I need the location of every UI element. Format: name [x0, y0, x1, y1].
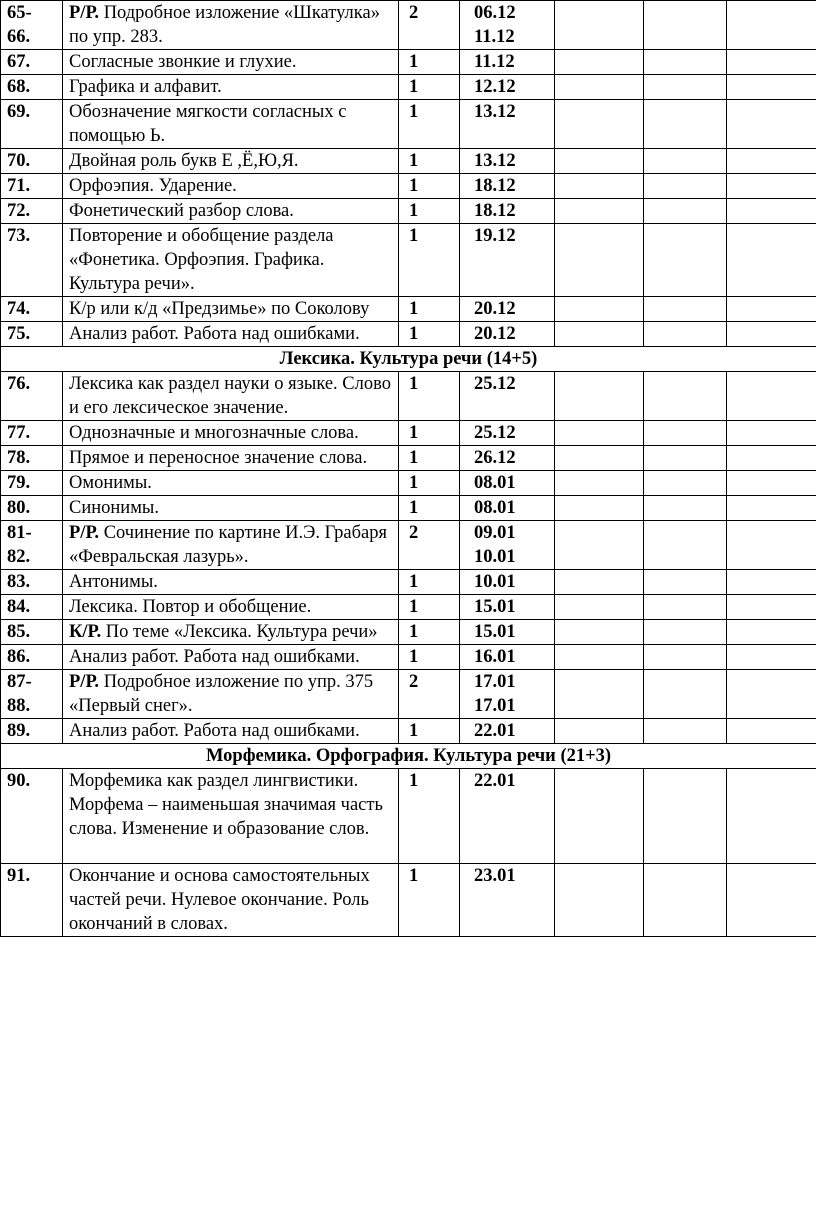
lesson-topic: Антонимы.: [69, 572, 158, 592]
empty-cell: [727, 496, 816, 521]
lesson-topic-cell: [63, 719, 399, 744]
empty-cell: [727, 100, 816, 149]
lesson-number: 66.: [7, 27, 31, 47]
lesson-hours: 1: [399, 620, 460, 645]
empty-cell: [727, 769, 816, 864]
empty-cell: [644, 1, 727, 50]
lesson-date-cell: [460, 570, 555, 595]
empty-cell: [644, 719, 727, 744]
empty-cell: [555, 864, 644, 937]
empty-cell: [727, 174, 816, 199]
lesson-date: 22.01: [474, 771, 516, 791]
lesson-number: 68.: [7, 77, 31, 97]
lesson-date-cell: [460, 864, 555, 937]
lesson-number-cell: [1, 297, 63, 322]
lesson-date: 13.12: [474, 151, 516, 171]
section-title: Морфемика. Орфография. Культура речи (21+3): [1, 744, 816, 769]
lesson-date-cell: [460, 620, 555, 645]
lesson-date: 10.01: [474, 572, 516, 592]
lesson-row: [1, 199, 816, 224]
lesson-number-cell: [1, 496, 63, 521]
lesson-row: [1, 670, 816, 719]
empty-cell: [555, 496, 644, 521]
empty-cell: [555, 322, 644, 347]
empty-cell: [555, 719, 644, 744]
empty-cell: [555, 595, 644, 620]
lesson-number: 69.: [7, 102, 31, 122]
lesson-date: 09.01: [474, 523, 516, 543]
lesson-row: [1, 496, 816, 521]
empty-cell: [644, 496, 727, 521]
empty-cell: [727, 570, 816, 595]
empty-cell: [644, 446, 727, 471]
lesson-topic-cell: [63, 496, 399, 521]
lesson-row: [1, 769, 816, 864]
lesson-number: 87-: [7, 672, 32, 692]
lesson-row: [1, 595, 816, 620]
lesson-topic: Лексика. Повтор и обобщение.: [69, 597, 312, 617]
lesson-number-cell: [1, 446, 63, 471]
lesson-type-label: Р/Р.: [69, 523, 100, 543]
lesson-topic-cell: [63, 620, 399, 645]
lesson-date: 10.01: [474, 547, 516, 567]
lesson-number: 65-: [7, 3, 32, 23]
lesson-topic: Анализ работ. Работа над ошибками.: [69, 721, 360, 741]
lesson-topic: Подробное изложение «Шкатулка» по упр. 283.: [69, 3, 380, 47]
lesson-hours: 1: [399, 50, 460, 75]
lesson-hours: 1: [399, 769, 460, 864]
lesson-number: 72.: [7, 201, 31, 221]
empty-cell: [555, 570, 644, 595]
section-header-row: [1, 744, 816, 769]
empty-cell: [644, 75, 727, 100]
lesson-topic: Орфоэпия. Ударение.: [69, 176, 237, 196]
empty-cell: [644, 421, 727, 446]
empty-cell: [644, 297, 727, 322]
lesson-date: 25.12: [474, 374, 516, 394]
lesson-topic: Омонимы.: [69, 473, 152, 493]
lesson-hours: 1: [399, 570, 460, 595]
empty-cell: [555, 149, 644, 174]
lesson-number-cell: [1, 149, 63, 174]
lesson-row: [1, 224, 816, 297]
lesson-topic: По теме «Лексика. Культура речи»: [105, 622, 378, 642]
lesson-date-cell: [460, 297, 555, 322]
lesson-date: 11.12: [474, 52, 515, 72]
empty-cell: [727, 719, 816, 744]
lesson-hours: 1: [399, 372, 460, 421]
empty-cell: [644, 620, 727, 645]
empty-cell: [555, 471, 644, 496]
lesson-topic: Графика и алфавит.: [69, 77, 222, 97]
empty-cell: [644, 372, 727, 421]
empty-cell: [727, 446, 816, 471]
lesson-topic: Повторение и обобщение раздела «Фонетика. Орфоэпия. Графика. Культура речи».: [69, 226, 334, 294]
empty-cell: [555, 224, 644, 297]
lesson-topic-cell: [63, 1, 399, 50]
lesson-number-cell: [1, 471, 63, 496]
lesson-row: [1, 421, 816, 446]
lesson-number: 90.: [7, 771, 31, 791]
lesson-hours: 1: [399, 75, 460, 100]
empty-cell: [644, 224, 727, 297]
lesson-date: 15.01: [474, 622, 516, 642]
empty-cell: [727, 670, 816, 719]
lesson-hours: 1: [399, 199, 460, 224]
lesson-date-cell: [460, 50, 555, 75]
lesson-date: 13.12: [474, 102, 516, 122]
lesson-date: 26.12: [474, 448, 516, 468]
lesson-number: 76.: [7, 374, 31, 394]
empty-cell: [644, 322, 727, 347]
lesson-number-cell: [1, 1, 63, 50]
lesson-date: 20.12: [474, 299, 516, 319]
lesson-hours: 1: [399, 174, 460, 199]
lesson-date-cell: [460, 670, 555, 719]
lesson-date: 08.01: [474, 498, 516, 518]
lesson-number-cell: [1, 620, 63, 645]
lesson-date-cell: [460, 769, 555, 864]
lesson-date-cell: [460, 149, 555, 174]
lesson-topic-cell: [63, 670, 399, 719]
lesson-topic-cell: [63, 864, 399, 937]
lesson-type-label: Р/Р.: [69, 672, 100, 692]
lesson-number-cell: [1, 719, 63, 744]
lesson-number-cell: [1, 322, 63, 347]
lesson-hours: 1: [399, 595, 460, 620]
lesson-topic-cell: [63, 645, 399, 670]
lesson-date-cell: [460, 100, 555, 149]
lesson-number: 80.: [7, 498, 31, 518]
lesson-row: [1, 149, 816, 174]
lesson-number-cell: [1, 224, 63, 297]
lesson-date-cell: [460, 174, 555, 199]
empty-cell: [644, 521, 727, 570]
lesson-row: [1, 322, 816, 347]
lesson-topic: Анализ работ. Работа над ошибками.: [69, 647, 360, 667]
lesson-topic: Лексика как раздел науки о языке. Слово и его лексическое значение.: [69, 374, 391, 418]
empty-cell: [555, 620, 644, 645]
lesson-number: 91.: [7, 866, 31, 886]
lesson-type-label: Р/Р.: [69, 3, 100, 23]
lesson-topic-cell: [63, 421, 399, 446]
lesson-row: [1, 297, 816, 322]
lesson-date-cell: [460, 719, 555, 744]
lesson-row: [1, 1, 816, 50]
lesson-row: [1, 471, 816, 496]
lesson-date-cell: [460, 1, 555, 50]
lesson-number: 88.: [7, 696, 31, 716]
empty-cell: [727, 595, 816, 620]
empty-cell: [644, 595, 727, 620]
lesson-number-cell: [1, 670, 63, 719]
lesson-date: 12.12: [474, 77, 516, 97]
section-title: Лексика. Культура речи (14+5): [1, 347, 816, 372]
cell-spacer: [69, 841, 394, 863]
section-header-row: [1, 347, 816, 372]
empty-cell: [555, 421, 644, 446]
lesson-row: [1, 620, 816, 645]
lesson-topic-cell: [63, 372, 399, 421]
lesson-topic: Прямое и переносное значение слова.: [69, 448, 368, 468]
lesson-row: [1, 174, 816, 199]
lesson-number-cell: [1, 100, 63, 149]
empty-cell: [555, 670, 644, 719]
lesson-date: 08.01: [474, 473, 516, 493]
lesson-row: [1, 570, 816, 595]
lesson-topic: Согласные звонкие и глухие.: [69, 52, 297, 72]
lesson-number-cell: [1, 50, 63, 75]
lesson-topic: К/р или к/д «Предзимье» по Соколову: [69, 299, 370, 319]
lesson-number-cell: [1, 199, 63, 224]
lesson-row: [1, 372, 816, 421]
lesson-topic: Морфемика как раздел лингвистики. Морфема – наименьшая значимая часть слова. Изменение и образование слов.: [69, 771, 383, 839]
lesson-hours: 2: [399, 1, 460, 50]
lesson-row: [1, 100, 816, 149]
lesson-topic-cell: [63, 471, 399, 496]
lesson-topic: Окончание и основа самостоятельных частей речи. Нулевое окончание. Роль окончаний в словах.: [69, 866, 370, 934]
empty-cell: [727, 149, 816, 174]
lesson-number: 81-: [7, 523, 32, 543]
lesson-date-cell: [460, 224, 555, 297]
lesson-plan-body: [1, 1, 816, 937]
lesson-date: 15.01: [474, 597, 516, 617]
lesson-hours: 1: [399, 496, 460, 521]
empty-cell: [727, 372, 816, 421]
empty-cell: [727, 471, 816, 496]
lesson-number: 85.: [7, 622, 31, 642]
lesson-topic-cell: [63, 570, 399, 595]
lesson-hours: 1: [399, 471, 460, 496]
lesson-topic-cell: [63, 297, 399, 322]
lesson-number-cell: [1, 595, 63, 620]
empty-cell: [727, 521, 816, 570]
lesson-hours: 1: [399, 421, 460, 446]
empty-cell: [727, 864, 816, 937]
lesson-number: 73.: [7, 226, 31, 246]
lesson-date: 25.12: [474, 423, 516, 443]
empty-cell: [644, 471, 727, 496]
empty-cell: [644, 645, 727, 670]
lesson-hours: 1: [399, 446, 460, 471]
empty-cell: [727, 50, 816, 75]
empty-cell: [644, 50, 727, 75]
lesson-topic: Сочинение по картине И.Э. Грабаря «Февральская лазурь».: [69, 523, 387, 567]
empty-cell: [555, 199, 644, 224]
empty-cell: [555, 769, 644, 864]
lesson-topic: Однозначные и многозначные слова.: [69, 423, 359, 443]
lesson-number-cell: [1, 421, 63, 446]
empty-cell: [555, 174, 644, 199]
lesson-row: [1, 521, 816, 570]
empty-cell: [555, 75, 644, 100]
lesson-number: 84.: [7, 597, 31, 617]
lesson-hours: 2: [399, 521, 460, 570]
lesson-row: [1, 864, 816, 937]
lesson-topic-cell: [63, 199, 399, 224]
empty-cell: [727, 75, 816, 100]
lesson-date-cell: [460, 595, 555, 620]
lesson-topic-cell: [63, 75, 399, 100]
lesson-number: 89.: [7, 721, 31, 741]
lesson-number: 77.: [7, 423, 31, 443]
empty-cell: [644, 199, 727, 224]
empty-cell: [644, 670, 727, 719]
lesson-topic-cell: [63, 100, 399, 149]
empty-cell: [555, 372, 644, 421]
lesson-hours: 1: [399, 100, 460, 149]
empty-cell: [727, 224, 816, 297]
empty-cell: [727, 645, 816, 670]
lesson-topic: Обозначение мягкости согласных с помощью Ь.: [69, 102, 347, 146]
lesson-date-cell: [460, 446, 555, 471]
empty-cell: [727, 620, 816, 645]
empty-cell: [555, 100, 644, 149]
lesson-topic-cell: [63, 322, 399, 347]
lesson-number-cell: [1, 864, 63, 937]
empty-cell: [727, 199, 816, 224]
empty-cell: [555, 50, 644, 75]
lesson-date: 16.01: [474, 647, 516, 667]
lesson-topic-cell: [63, 521, 399, 570]
lesson-topic: Анализ работ. Работа над ошибками.: [69, 324, 360, 344]
empty-cell: [555, 297, 644, 322]
lesson-topic-cell: [63, 224, 399, 297]
lesson-number: 75.: [7, 324, 31, 344]
lesson-hours: 1: [399, 224, 460, 297]
lesson-topic-cell: [63, 446, 399, 471]
lesson-date-cell: [460, 372, 555, 421]
lesson-date: 18.12: [474, 176, 516, 196]
lesson-date: 20.12: [474, 324, 516, 344]
empty-cell: [727, 322, 816, 347]
lesson-date: 06.12: [474, 3, 516, 23]
lesson-topic: Двойная роль букв Е ,Ё,Ю,Я.: [69, 151, 299, 171]
lesson-hours: 1: [399, 322, 460, 347]
lesson-date-cell: [460, 199, 555, 224]
lesson-row: [1, 75, 816, 100]
lesson-number-cell: [1, 174, 63, 199]
lesson-number: 83.: [7, 572, 31, 592]
lesson-number-cell: [1, 570, 63, 595]
lesson-date: 18.12: [474, 201, 516, 221]
lesson-hours: 1: [399, 149, 460, 174]
empty-cell: [644, 100, 727, 149]
empty-cell: [727, 297, 816, 322]
lesson-number: 74.: [7, 299, 31, 319]
empty-cell: [555, 446, 644, 471]
lesson-hours: 1: [399, 297, 460, 322]
lesson-date: 19.12: [474, 226, 516, 246]
empty-cell: [555, 521, 644, 570]
lesson-number: 82.: [7, 547, 31, 567]
lesson-topic-cell: [63, 595, 399, 620]
lesson-number: 71.: [7, 176, 31, 196]
lesson-date-cell: [460, 521, 555, 570]
lesson-topic-cell: [63, 149, 399, 174]
lesson-date-cell: [460, 645, 555, 670]
lesson-number: 70.: [7, 151, 31, 171]
lesson-date-cell: [460, 496, 555, 521]
lesson-date-cell: [460, 322, 555, 347]
lesson-number: 86.: [7, 647, 31, 667]
lesson-date: 11.12: [474, 27, 515, 47]
lesson-number: 67.: [7, 52, 31, 72]
lesson-type-label: К/Р.: [69, 622, 102, 642]
empty-cell: [644, 174, 727, 199]
lesson-row: [1, 645, 816, 670]
empty-cell: [644, 769, 727, 864]
lesson-topic: Подробное изложение по упр. 375 «Первый снег».: [69, 672, 374, 716]
empty-cell: [644, 570, 727, 595]
lesson-row: [1, 50, 816, 75]
lesson-number: 78.: [7, 448, 31, 468]
lesson-hours: 2: [399, 670, 460, 719]
empty-cell: [727, 1, 816, 50]
lesson-date-cell: [460, 421, 555, 446]
lesson-topic-cell: [63, 50, 399, 75]
lesson-date-cell: [460, 471, 555, 496]
lesson-row: [1, 446, 816, 471]
lesson-number-cell: [1, 769, 63, 864]
lesson-date: 22.01: [474, 721, 516, 741]
lesson-number-cell: [1, 645, 63, 670]
lesson-topic-cell: [63, 174, 399, 199]
lesson-topic: Фонетический разбор слова.: [69, 201, 294, 221]
empty-cell: [555, 645, 644, 670]
empty-cell: [555, 1, 644, 50]
empty-cell: [727, 421, 816, 446]
lesson-hours: 1: [399, 864, 460, 937]
lesson-number: 79.: [7, 473, 31, 493]
lesson-date: 23.01: [474, 866, 516, 886]
lesson-date: 17.01: [474, 696, 516, 716]
lesson-topic: Синонимы.: [69, 498, 159, 518]
lesson-date: 17.01: [474, 672, 516, 692]
lesson-row: [1, 719, 816, 744]
lesson-number-cell: [1, 521, 63, 570]
lesson-topic-cell: [63, 769, 399, 864]
lesson-hours: 1: [399, 645, 460, 670]
lesson-hours: 1: [399, 719, 460, 744]
lesson-number-cell: [1, 75, 63, 100]
empty-cell: [644, 864, 727, 937]
empty-cell: [644, 149, 727, 174]
lesson-number-cell: [1, 372, 63, 421]
lesson-date-cell: [460, 75, 555, 100]
